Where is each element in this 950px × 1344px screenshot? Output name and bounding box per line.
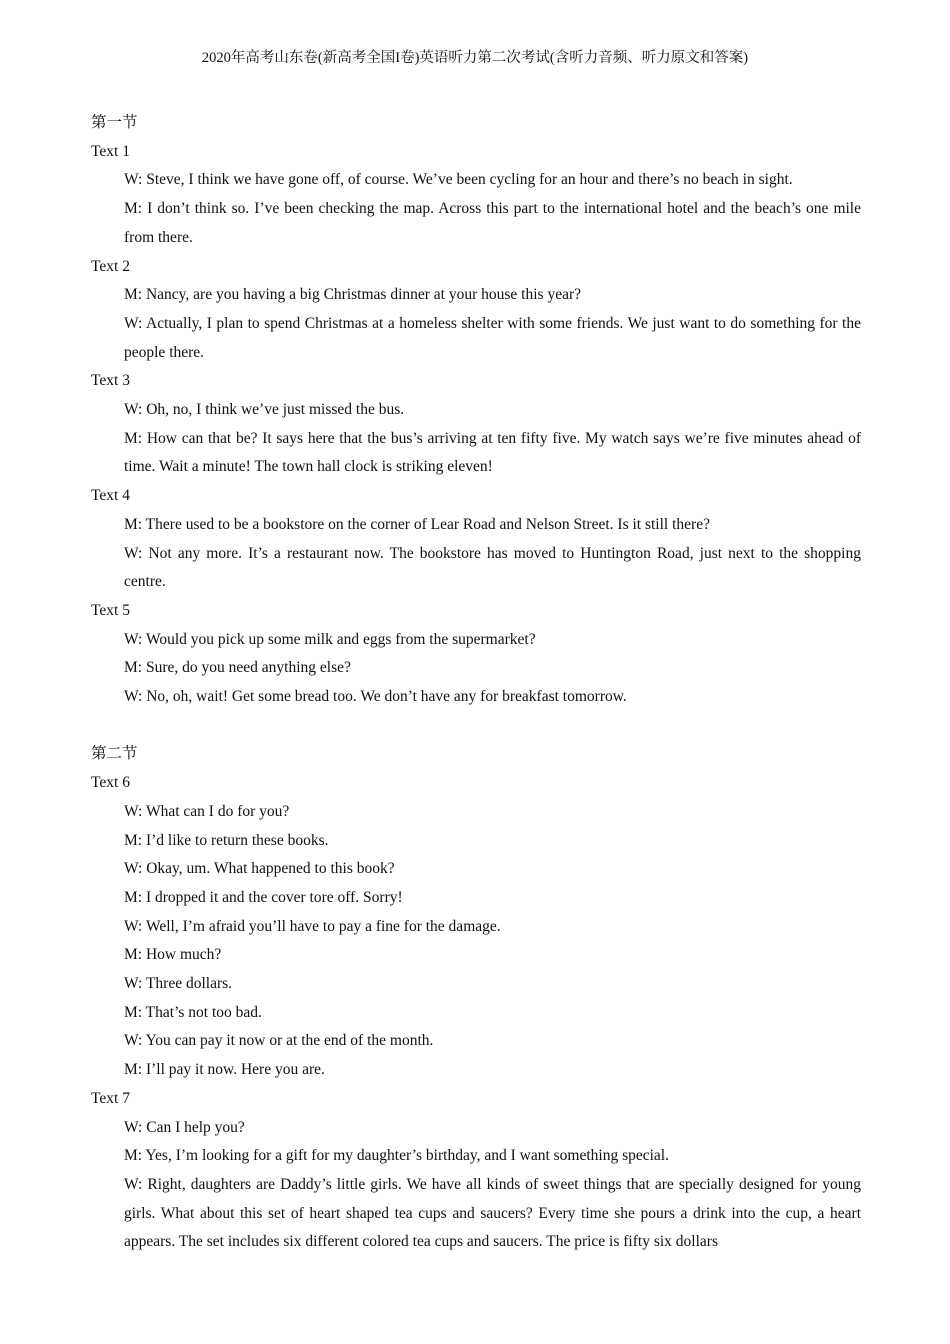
dialogue-line: M: There used to be a bookstore on the corner of Lear Road and Nelson Street. Is it still there?: [124, 515, 710, 533]
dialogue-line: W: Can I help you?: [124, 1118, 245, 1136]
dialogue-line: M: Nancy, are you having a big Christmas dinner at your house this year?: [124, 286, 581, 304]
dialogue-line: W: Right, daughters are Daddy’s little girls. We have all kinds of sweet things that are specially designed for young girls. What about this set of heart shaped tea cups and saucers? Every time she pours a drink into the cup, a heart appears. The set includes six different colored tea cups and saucers. The price is fifty six dollars: [124, 1176, 861, 1251]
dialogue-line: W: Well, I’m afraid you’ll have to pay a fine for the damage.: [124, 917, 501, 935]
text-block-4: [91, 482, 861, 597]
text-block-5: [91, 597, 861, 712]
dialogue-line: M: That’s not too bad.: [124, 1003, 262, 1021]
dialogue-line: W: Would you pick up some milk and eggs from the supermarket?: [124, 630, 536, 648]
section-spacer: [91, 712, 861, 741]
dialogue-line: W: What can I do for you?: [124, 802, 290, 820]
section-title: 第二节: [91, 745, 138, 763]
text-label: Text 7: [91, 1089, 130, 1107]
text-block-2: [91, 253, 861, 368]
document-body: [91, 109, 861, 1257]
dialogue-line: M: How much?: [124, 946, 222, 964]
section-2: [91, 740, 861, 1257]
text-block-3: [91, 367, 861, 482]
text-label: Text 6: [91, 774, 130, 792]
dialogue-line: W: Actually, I plan to spend Christmas at a homeless shelter with some friends. We just want to do something for the people there.: [124, 314, 861, 361]
text-block-1: [91, 138, 861, 253]
dialogue-line: W: Steve, I think we have gone off, of course. We’ve been cycling for an hour and there’s no beach in sight.: [124, 171, 793, 189]
dialogue-line: W: Oh, no, I think we’ve just missed the bus.: [124, 401, 405, 419]
section-title: 第一节: [91, 114, 138, 131]
dialogue-line: W: No, oh, wait! Get some bread too. We don’t have any for breakfast tomorrow.: [124, 688, 627, 706]
text-label: Text 4: [91, 487, 130, 505]
dialogue-line: M: Sure, do you need anything else?: [124, 659, 351, 677]
dialogue-line: W: Okay, um. What happened to this book?: [124, 860, 395, 878]
dialogue-line: M: I’ll pay it now. Here you are.: [124, 1061, 325, 1079]
section-1: [91, 109, 861, 712]
dialogue-line: M: How can that be? It says here that the bus’s arriving at ten fifty five. My watch says we’re five minutes ahead of time. Wait a minute! The town hall clock is striking eleven!: [124, 429, 861, 476]
text-block-7: [91, 1085, 861, 1257]
document-header: 2020年高考山东卷(新高考全国I卷)英语听力第二次考试(含听力音频、听力原文和答案): [201, 50, 749, 66]
text-label: Text 3: [91, 372, 130, 390]
dialogue-line: M: Yes, I’m looking for a gift for my daughter’s birthday, and I want something special.: [124, 1147, 669, 1165]
dialogue-line: M: I don’t think so. I’ve been checking the map. Across this part to the international hotel and the beach’s one mile from there.: [124, 200, 861, 246]
text-label: Text 1: [91, 142, 130, 160]
dialogue-line: W: Three dollars.: [124, 975, 233, 993]
dialogue-line: W: You can pay it now or at the end of the month.: [124, 1032, 434, 1050]
text-label: Text 2: [91, 257, 130, 275]
dialogue-line: W: Not any more. It’s a restaurant now. The bookstore has moved to Huntington Road, just next to the shopping centre.: [124, 544, 861, 591]
text-block-6: [91, 769, 861, 1085]
dialogue-line: M: I’d like to return these books.: [124, 831, 329, 849]
text-label: Text 5: [91, 601, 130, 619]
dialogue-line: M: I dropped it and the cover tore off. Sorry!: [124, 888, 403, 906]
